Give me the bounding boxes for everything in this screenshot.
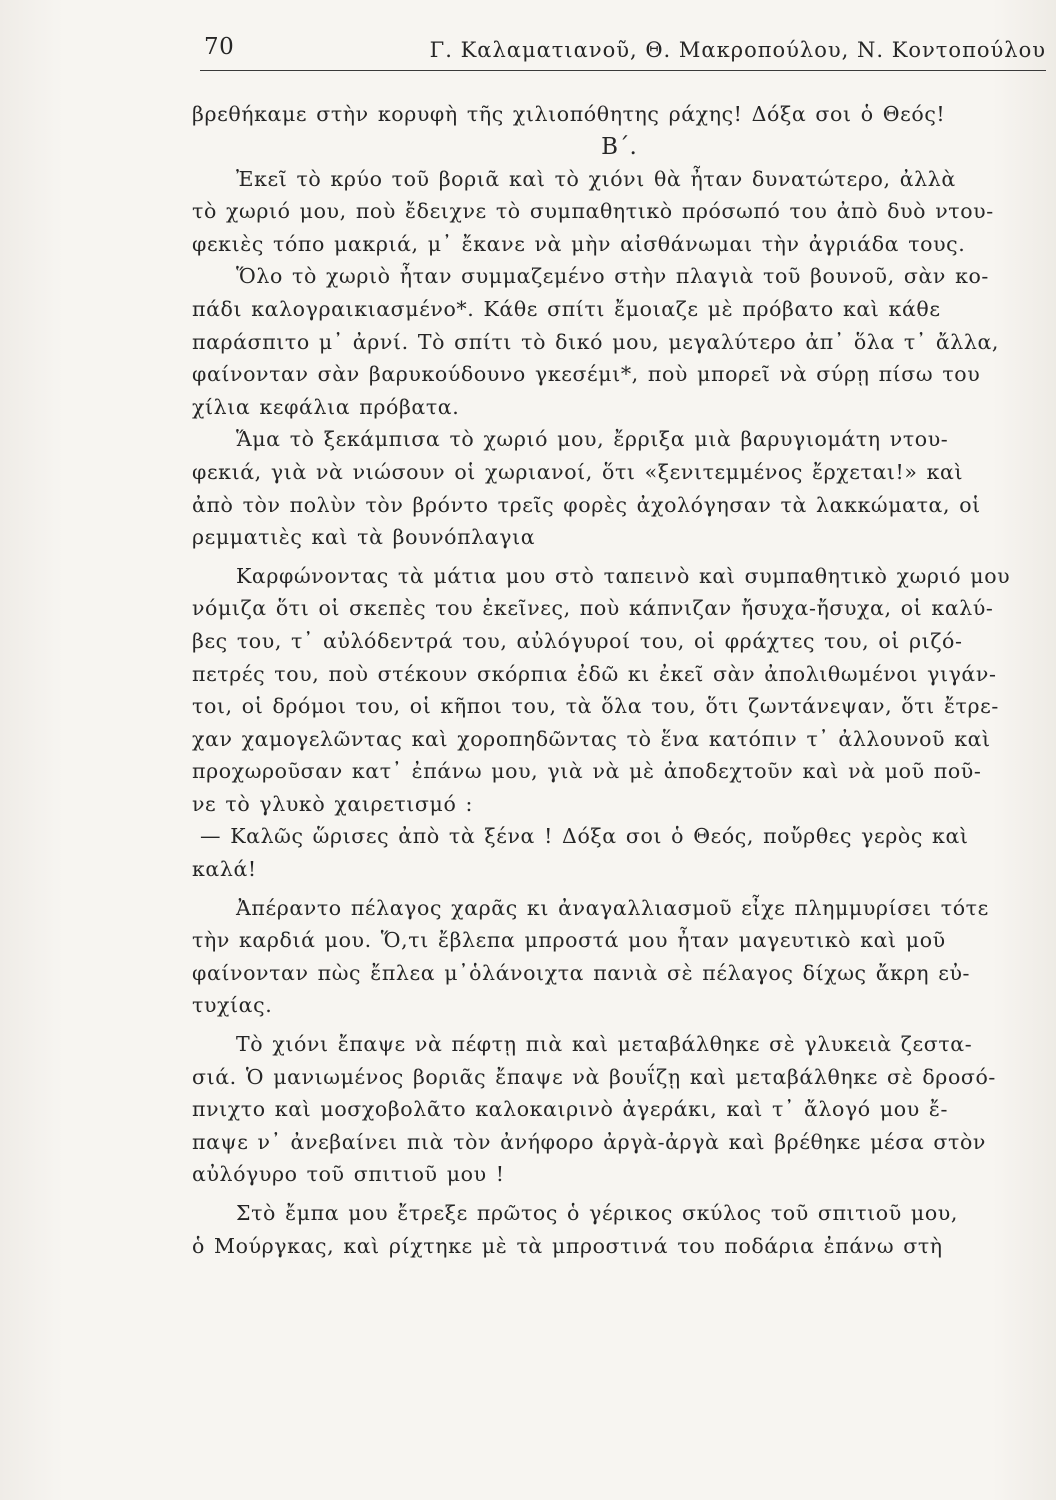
text-line: ἀπὸ τὸν πολὺν τὸν βρόντο τρεῖς φορὲς ἀχολόγησαν τὰ λακκώματα, οἱ [192, 492, 981, 517]
text-line: χίλια κεφάλια πρόβατα. [192, 394, 460, 419]
text-line: φαίνονταν σὰν βαρυκούδουνο γκεσέμι*, ποὺ μπορεῖ νὰ σύρῃ πίσω του [192, 362, 981, 387]
text-line: τὴν καρδιά μου. Ὅ,τι ἔβλεπα μπροστά μου ἦταν μαγευτικὸ καὶ μοῦ [192, 928, 946, 953]
text-line: φεκιὲς τόπο μακριά, μ᾿ ἔκανε νὰ μὴν αἰσθάνωμαι τὴν ἀγριάδα τους. [192, 231, 966, 256]
paragraph-first-line: Ἅμα τὸ ξεκάμπισα τὸ χωριό μου, ἔρριξα μιὰ βαρυγιομάτη ντου- [236, 427, 949, 452]
paragraph-first-line: Ἐκεῖ τὸ κρύο τοῦ βοριᾶ καὶ τὸ χιόνι θὰ ἦταν δυνατώτερο, ἀλλὰ [236, 166, 956, 191]
text-line: τυχίας. [192, 993, 273, 1018]
text-line: παψε ν᾿ ἀνεβαίνει πιὰ τὸν ἀνήφορο ἀργὰ-ἀργὰ καὶ βρέθηκε μέσα στὸν [192, 1129, 986, 1154]
page-number: 70 [204, 34, 235, 60]
text-line: πετρές του, ποὺ στέκουν σκόρπια ἐδῶ κι ἐκεῖ σὰν ἀπολιθωμένοι γιγάν- [192, 661, 997, 686]
page-header [200, 30, 1046, 71]
text-line: ὁ Μούργκας, καὶ ρίχτηκε μὲ τὰ μπροστινά του ποδάρια ἐπάνω στὴ [192, 1233, 943, 1258]
text-line: νόμιζα ὅτι οἱ σκεπὲς του ἐκεῖνες, ποὺ κάπνιζαν ἤσυχα-ἤσυχα, οἱ καλύ- [192, 596, 994, 621]
paragraph-first-line: Ἀπέραντο πέλαγος χαρᾶς κι ἀναγαλλιασμοῦ εἶχε πλημμυρίσει τότε [236, 895, 989, 920]
text-line: αὐλόγυρο τοῦ σπιτιοῦ μου ! [192, 1162, 505, 1187]
dialogue-line: — Καλῶς ὥρισες ἀπὸ τὰ ξένα ! Δόξα σοι ὁ Θεός, ποὔρθες γερὸς καὶ [200, 824, 969, 849]
paragraph-first-line: Τὸ χιόνι ἔπαψε νὰ πέφτῃ πιὰ καὶ μεταβάλθηκε σὲ γλυκειὰ ζεστα- [236, 1032, 973, 1057]
paragraph-first-line: Στὸ ἔμπα μου ἔτρεξε πρῶτος ὁ γέρικος σκύλος τοῦ σπιτιοῦ μου, [236, 1201, 958, 1225]
text-line: πάδι καλογραικιασμένο*. Κάθε σπίτι ἔμοιαζε μὲ πρόβατο καὶ κάθε [192, 296, 941, 321]
text-line: τὸ χωριό μου, ποὺ ἔδειχνε τὸ συμπαθητικὸ πρόσωπό του ἀπὸ δυὸ ντου- [192, 199, 994, 224]
text-line: σιά. Ὁ μανιωμένος βοριᾶς ἔπαψε νὰ βουΐζῃ καὶ μεταβάλθηκε σὲ δροσό- [192, 1064, 996, 1089]
text-line: ρεμματιὲς καὶ τὰ βουνόπλαγια [192, 525, 536, 550]
text-line: φεκιά, γιὰ νὰ νιώσουν οἱ χωριανοί, ὅτι «ξενιτεμμένος ἔρχεται!» καὶ [192, 459, 964, 484]
text-line: βες του, τ᾿ αὐλόδεντρά του, αὐλόγυροί του, οἱ φράχτες του, οἱ ριζό- [192, 628, 963, 653]
text-body [192, 98, 1046, 1262]
text-line: νε τὸ γλυκὸ χαιρετισμό : [192, 791, 474, 816]
text-line: πνιχτο καὶ μοσχοβολᾶτο καλοκαιρινὸ ἀγεράκι, καὶ τ᾿ ἄλογό μου ἔ- [192, 1097, 949, 1122]
paragraph-first-line: Καρφώνοντας τὰ μάτια μου στὸ ταπεινὸ καὶ συμπαθητικὸ χωριό μου [236, 563, 1011, 588]
text-line: προχωροῦσαν κατ᾿ ἐπάνω μου, γιὰ νὰ μὲ ἀποδεχτοῦν καὶ νὰ μοῦ ποῦ- [192, 759, 982, 784]
text-line: φαίνονταν πὼς ἔπλεα μ᾿ὁλάνοιχτα πανιὰ σὲ πέλαγος δίχως ἄκρη εὐ- [192, 960, 971, 985]
text-line: παράσπιτο μ᾿ ἀρνί. Τὸ σπίτι τὸ δικό μου, μεγαλύτερο ἀπ᾿ ὅλα τ᾿ ἄλλα, [192, 329, 1000, 354]
text-line: βρεθήκαμε στὴν κορυφὴ τῆς χιλιοπόθητης ράχης! Δόξα σοι ὁ Θεός! [192, 102, 946, 126]
section-heading: Β΄. [601, 133, 637, 160]
paragraph-first-line: Ὅλο τὸ χωριὸ ἦταν συμμαζεμένο στὴν πλαγιὰ τοῦ βουνοῦ, σὰν κο- [236, 264, 989, 289]
text-line: τοι, οἱ δρόμοι του, οἱ κῆποι του, τὰ ὅλα του, ὅτι ζωντάνεψαν, ὅτι ἔτρε- [192, 694, 999, 719]
running-head: Γ. Καλαματιανοῦ, Θ. Μακροπούλου, Ν. Κοντοπούλου [429, 38, 1046, 62]
text-line: χαν χαμογελῶντας καὶ χοροπηδῶντας τὸ ἕνα κατόπιν τ᾿ ἀλλουνοῦ καὶ [192, 726, 991, 751]
text-line: καλά! [192, 857, 257, 882]
